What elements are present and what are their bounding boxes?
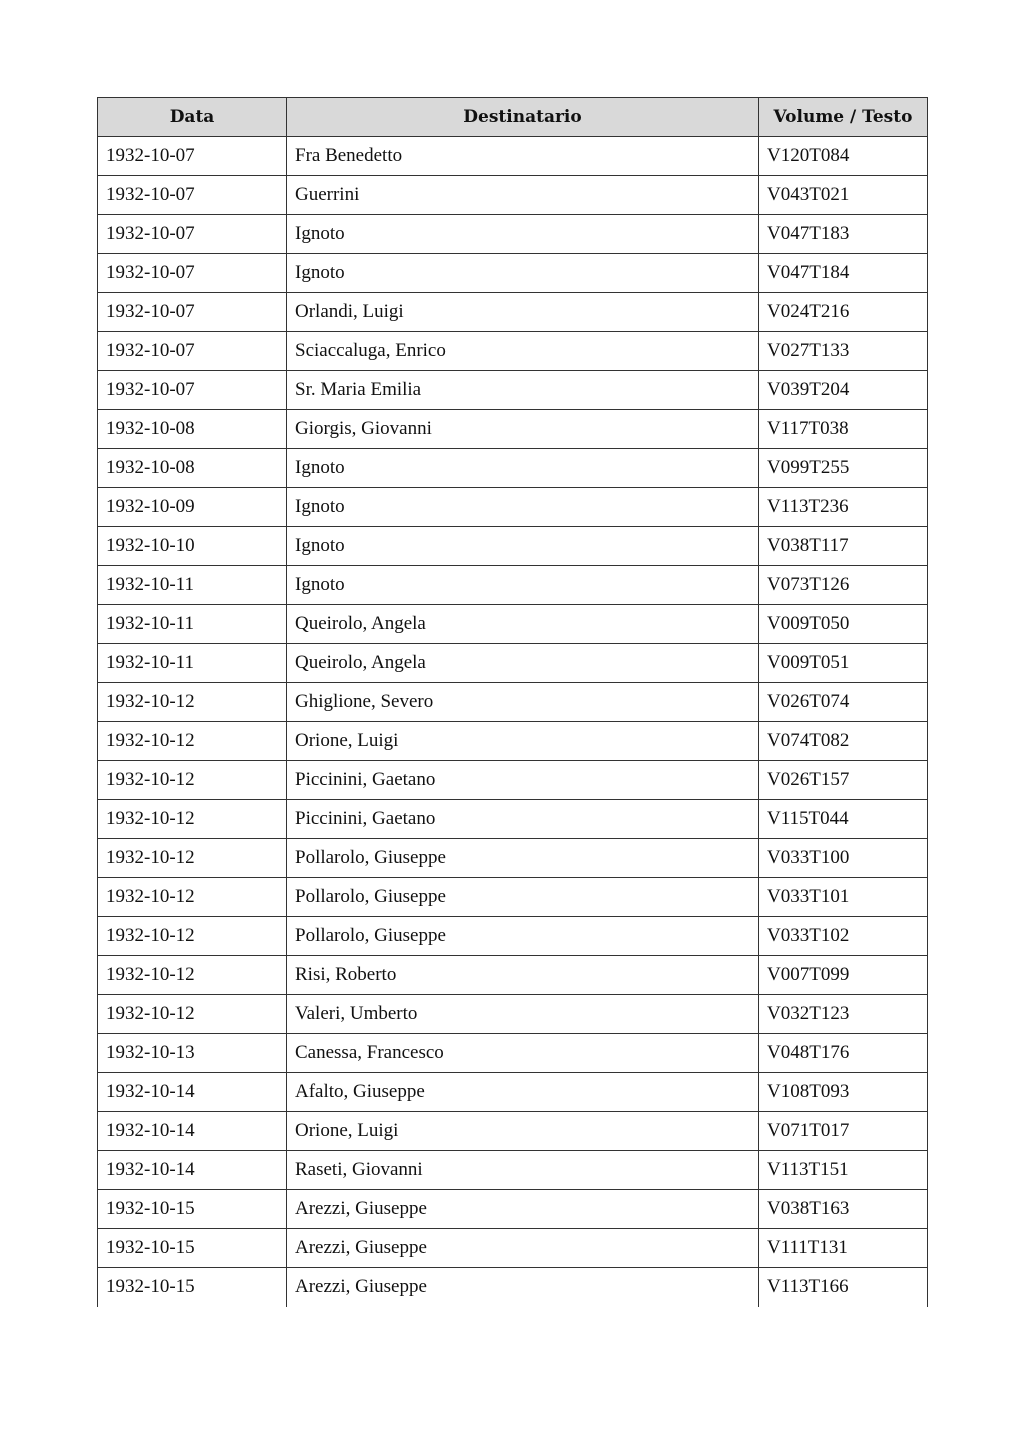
cell-recipient: Queirolo, Angela bbox=[287, 605, 759, 644]
cell-date: 1932-10-07 bbox=[98, 215, 287, 254]
table-row bbox=[98, 332, 928, 371]
cell-volume: V032T123 bbox=[759, 995, 928, 1034]
table-row bbox=[98, 917, 928, 956]
cell-recipient: Pollarolo, Giuseppe bbox=[287, 917, 759, 956]
cell-date: 1932-10-08 bbox=[98, 449, 287, 488]
cell-volume: V026T074 bbox=[759, 683, 928, 722]
cell-date: 1932-10-15 bbox=[98, 1190, 287, 1229]
cell-date: 1932-10-10 bbox=[98, 527, 287, 566]
cell-date: 1932-10-09 bbox=[98, 488, 287, 527]
table-row bbox=[98, 1268, 928, 1307]
cell-volume: V033T102 bbox=[759, 917, 928, 956]
cell-date: 1932-10-11 bbox=[98, 605, 287, 644]
cell-recipient: Sciaccaluga, Enrico bbox=[287, 332, 759, 371]
cell-recipient: Ignoto bbox=[287, 449, 759, 488]
cell-volume: V024T216 bbox=[759, 293, 928, 332]
cell-date: 1932-10-11 bbox=[98, 644, 287, 683]
cell-volume: V026T157 bbox=[759, 761, 928, 800]
cell-volume: V047T183 bbox=[759, 215, 928, 254]
cell-recipient: Orione, Luigi bbox=[287, 722, 759, 761]
cell-volume: V074T082 bbox=[759, 722, 928, 761]
cell-date: 1932-10-12 bbox=[98, 761, 287, 800]
table-row bbox=[98, 605, 928, 644]
table-row bbox=[98, 1073, 928, 1112]
cell-volume: V113T151 bbox=[759, 1151, 928, 1190]
cell-recipient: Risi, Roberto bbox=[287, 956, 759, 995]
cell-recipient: Raseti, Giovanni bbox=[287, 1151, 759, 1190]
letters-table bbox=[97, 97, 928, 1307]
cell-recipient: Afalto, Giuseppe bbox=[287, 1073, 759, 1112]
table-row bbox=[98, 566, 928, 605]
table-row bbox=[98, 1229, 928, 1268]
cell-volume: V009T051 bbox=[759, 644, 928, 683]
table-row bbox=[98, 293, 928, 332]
cell-volume: V120T084 bbox=[759, 137, 928, 176]
cell-volume: V033T101 bbox=[759, 878, 928, 917]
table-row bbox=[98, 449, 928, 488]
cell-volume: V007T099 bbox=[759, 956, 928, 995]
cell-recipient: Fra Benedetto bbox=[287, 137, 759, 176]
cell-date: 1932-10-14 bbox=[98, 1151, 287, 1190]
cell-recipient: Arezzi, Giuseppe bbox=[287, 1229, 759, 1268]
cell-recipient: Ignoto bbox=[287, 215, 759, 254]
cell-date: 1932-10-12 bbox=[98, 917, 287, 956]
cell-recipient: Canessa, Francesco bbox=[287, 1034, 759, 1073]
table-row bbox=[98, 215, 928, 254]
cell-date: 1932-10-12 bbox=[98, 683, 287, 722]
cell-recipient: Pollarolo, Giuseppe bbox=[287, 878, 759, 917]
table-row bbox=[98, 488, 928, 527]
table-row bbox=[98, 527, 928, 566]
cell-date: 1932-10-15 bbox=[98, 1229, 287, 1268]
cell-volume: V113T166 bbox=[759, 1268, 928, 1307]
cell-date: 1932-10-15 bbox=[98, 1268, 287, 1307]
cell-volume: V043T021 bbox=[759, 176, 928, 215]
table-row bbox=[98, 410, 928, 449]
table-row bbox=[98, 176, 928, 215]
table-row bbox=[98, 683, 928, 722]
cell-volume: V039T204 bbox=[759, 371, 928, 410]
table-row bbox=[98, 995, 928, 1034]
header-row bbox=[98, 98, 928, 137]
table-row bbox=[98, 761, 928, 800]
cell-date: 1932-10-11 bbox=[98, 566, 287, 605]
cell-recipient: Sr. Maria Emilia bbox=[287, 371, 759, 410]
cell-date: 1932-10-07 bbox=[98, 254, 287, 293]
cell-recipient: Ignoto bbox=[287, 254, 759, 293]
cell-date: 1932-10-13 bbox=[98, 1034, 287, 1073]
table-row bbox=[98, 137, 928, 176]
cell-recipient: Ignoto bbox=[287, 488, 759, 527]
cell-recipient: Ignoto bbox=[287, 527, 759, 566]
table-row bbox=[98, 1034, 928, 1073]
cell-volume: V071T017 bbox=[759, 1112, 928, 1151]
cell-volume: V099T255 bbox=[759, 449, 928, 488]
cell-volume: V108T093 bbox=[759, 1073, 928, 1112]
cell-recipient: Orlandi, Luigi bbox=[287, 293, 759, 332]
cell-volume: V113T236 bbox=[759, 488, 928, 527]
cell-recipient: Pollarolo, Giuseppe bbox=[287, 839, 759, 878]
cell-date: 1932-10-08 bbox=[98, 410, 287, 449]
table-row bbox=[98, 878, 928, 917]
cell-recipient: Orione, Luigi bbox=[287, 1112, 759, 1151]
table-row bbox=[98, 722, 928, 761]
table-row bbox=[98, 1151, 928, 1190]
column-header-volume: Volume / Testo bbox=[759, 98, 928, 137]
cell-recipient: Valeri, Umberto bbox=[287, 995, 759, 1034]
table-row bbox=[98, 1112, 928, 1151]
cell-recipient: Giorgis, Giovanni bbox=[287, 410, 759, 449]
column-header-recipient: Destinatario bbox=[287, 98, 759, 137]
table-row bbox=[98, 839, 928, 878]
cell-recipient: Guerrini bbox=[287, 176, 759, 215]
cell-date: 1932-10-12 bbox=[98, 839, 287, 878]
cell-date: 1932-10-12 bbox=[98, 722, 287, 761]
cell-date: 1932-10-12 bbox=[98, 956, 287, 995]
cell-date: 1932-10-07 bbox=[98, 176, 287, 215]
cell-volume: V047T184 bbox=[759, 254, 928, 293]
cell-date: 1932-10-07 bbox=[98, 137, 287, 176]
cell-date: 1932-10-07 bbox=[98, 293, 287, 332]
table-row bbox=[98, 1190, 928, 1229]
cell-volume: V111T131 bbox=[759, 1229, 928, 1268]
cell-volume: V048T176 bbox=[759, 1034, 928, 1073]
table-row bbox=[98, 644, 928, 683]
cell-volume: V038T163 bbox=[759, 1190, 928, 1229]
table-row bbox=[98, 956, 928, 995]
cell-volume: V038T117 bbox=[759, 527, 928, 566]
cell-date: 1932-10-07 bbox=[98, 371, 287, 410]
cell-date: 1932-10-07 bbox=[98, 332, 287, 371]
table-row bbox=[98, 800, 928, 839]
table-body bbox=[98, 137, 928, 1307]
cell-recipient: Piccinini, Gaetano bbox=[287, 800, 759, 839]
table-row bbox=[98, 254, 928, 293]
cell-volume: V073T126 bbox=[759, 566, 928, 605]
cell-recipient: Ghiglione, Severo bbox=[287, 683, 759, 722]
table-header bbox=[98, 98, 928, 137]
cell-volume: V117T038 bbox=[759, 410, 928, 449]
cell-recipient: Arezzi, Giuseppe bbox=[287, 1268, 759, 1307]
cell-volume: V027T133 bbox=[759, 332, 928, 371]
cell-date: 1932-10-14 bbox=[98, 1073, 287, 1112]
cell-volume: V115T044 bbox=[759, 800, 928, 839]
cell-volume: V033T100 bbox=[759, 839, 928, 878]
cell-recipient: Piccinini, Gaetano bbox=[287, 761, 759, 800]
cell-date: 1932-10-12 bbox=[98, 995, 287, 1034]
cell-date: 1932-10-12 bbox=[98, 800, 287, 839]
column-header-date: Data bbox=[98, 98, 287, 137]
cell-date: 1932-10-12 bbox=[98, 878, 287, 917]
cell-recipient: Arezzi, Giuseppe bbox=[287, 1190, 759, 1229]
cell-date: 1932-10-14 bbox=[98, 1112, 287, 1151]
cell-recipient: Queirolo, Angela bbox=[287, 644, 759, 683]
table-row bbox=[98, 371, 928, 410]
cell-volume: V009T050 bbox=[759, 605, 928, 644]
cell-recipient: Ignoto bbox=[287, 566, 759, 605]
